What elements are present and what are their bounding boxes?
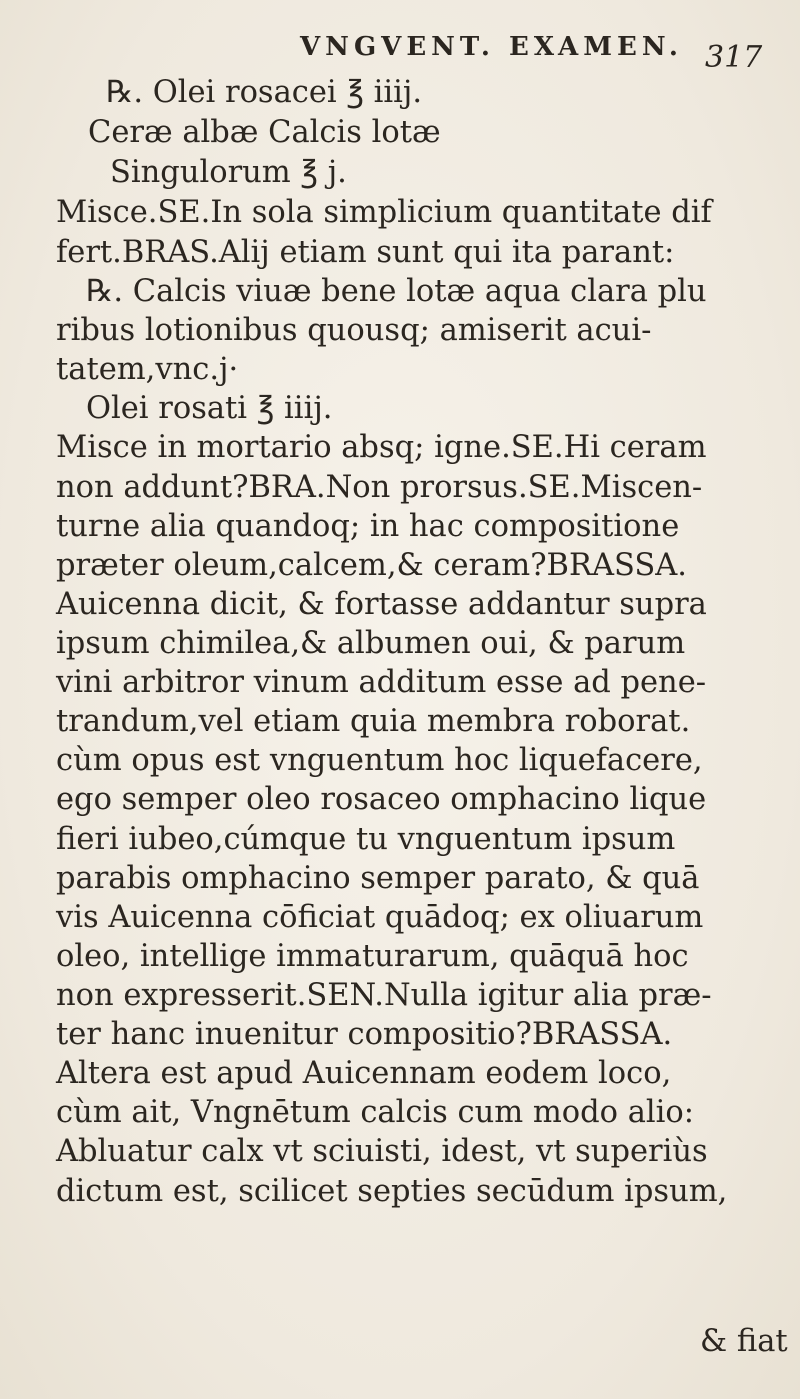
text-line: ipsum chimilea,& albumen oui, & parum	[56, 626, 686, 661]
text-line: Abluatur calx vt sciuisti, idest, vt superiùs	[56, 1134, 708, 1169]
text-line: ℞. Olei rosacei ℥ iiij.	[106, 75, 423, 110]
text-line: fieri iubeo,cúmque tu vnguentum ipsum	[56, 822, 676, 857]
text-line: non expresserit.SEN.Nulla igitur alia præ-	[56, 978, 712, 1013]
text-line: Misce in mortario absq; igne.SE.Hi ceram	[56, 430, 707, 465]
page-number: 317	[705, 40, 763, 75]
text-line: ter hanc inuenitur compositio?BRASSA.	[56, 1017, 673, 1052]
text-line: ℞. Calcis viuæ bene lotæ aqua clara plu	[86, 274, 707, 309]
text-line: ribus lotionibus quousq; amiserit acui-	[56, 313, 652, 348]
text-line: ego semper oleo rosaceo omphacino lique	[56, 782, 707, 817]
text-line: oleo, intellige immaturarum, quāquā hoc	[56, 939, 689, 974]
text-line: cùm opus est vnguentum hoc liquefacere,	[56, 743, 703, 778]
text-line: Misce.SE.In sola simplicium quantitate dif	[56, 195, 712, 230]
text-line: præter oleum,calcem,& ceram?BRASSA.	[56, 548, 687, 583]
text-line: vini arbitror vinum additum esse ad pene-	[56, 665, 707, 700]
text-line: turne alia quandoq; in hac compositione	[56, 509, 680, 544]
text-line: Olei rosati ℥ iiij.	[86, 391, 333, 426]
catchword: & fiat	[700, 1324, 788, 1359]
text-line: tatem,vnc.j·	[56, 352, 239, 387]
text-line: trandum,vel etiam quia membra roborat.	[56, 704, 691, 739]
text-line: fert.BRAS.Alij etiam sunt qui ita parant:	[56, 235, 675, 270]
text-line: parabis omphacino semper parato, & quā	[56, 861, 700, 896]
text-line: Ceræ albæ Calcis lotæ	[88, 115, 441, 150]
running-head: VNGVENT. EXAMEN.	[300, 32, 683, 62]
text-line: dictum est, scilicet septies secūdum ipsum,	[56, 1174, 728, 1209]
text-line: cùm ait, Vngnētum calcis cum modo alio:	[56, 1095, 695, 1130]
text-line: vis Auicenna cōficiat quādoq; ex oliuarum	[56, 900, 704, 935]
text-line: Altera est apud Auicennam eodem loco,	[56, 1056, 672, 1091]
text-line: non addunt?BRA.Non prorsus.SE.Miscen-	[56, 470, 703, 505]
page-header	[0, 30, 800, 80]
text-line: Auicenna dicit, & fortasse addantur supra	[56, 587, 707, 622]
text-line: Singulorum ℥ j.	[110, 155, 347, 190]
